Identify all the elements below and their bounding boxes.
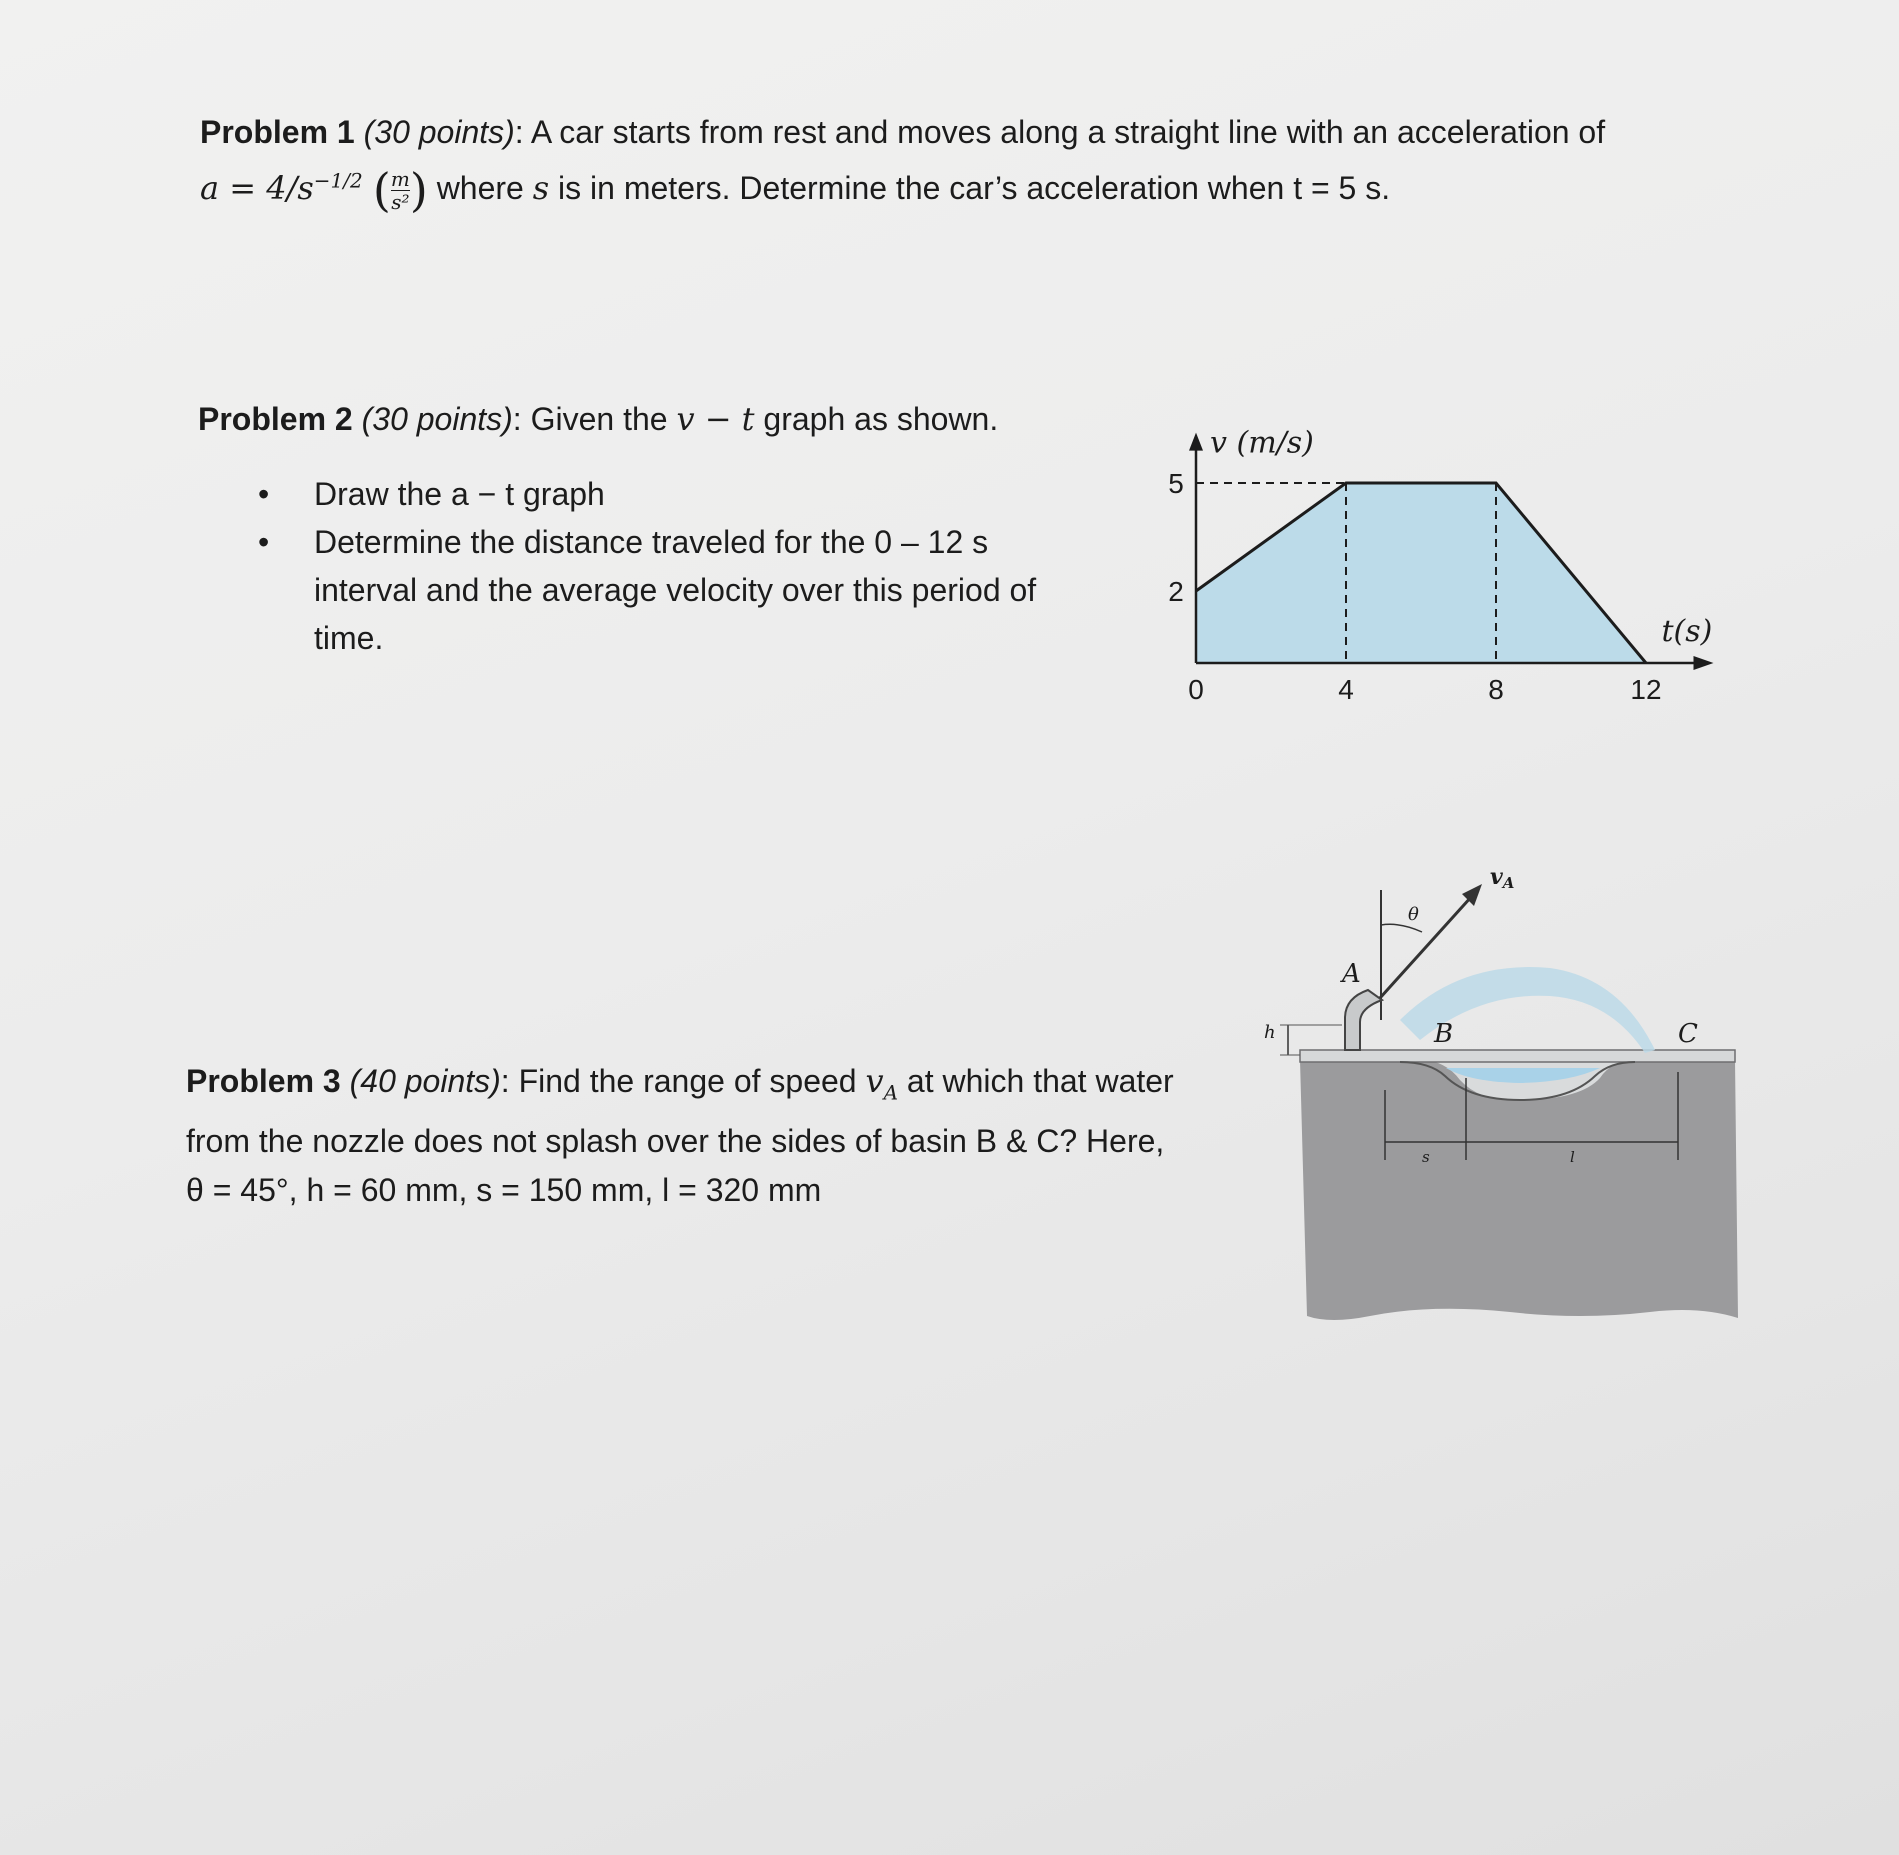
problem-1-text-b: where (436, 170, 524, 206)
problem-2-points: (30 points) (361, 401, 513, 437)
label-A: A (1342, 959, 1361, 989)
unit-fraction (391, 168, 410, 213)
problem-2-text-b: graph as shown. (763, 401, 999, 437)
label-va: vA (1490, 864, 1515, 892)
label-s: s (1422, 1148, 1430, 1166)
problem-2-vt: v − t (676, 400, 755, 438)
vt-graph (1160, 385, 1780, 705)
x-tick-label: 4 (1338, 674, 1354, 705)
theta-arc (1381, 924, 1422, 932)
y-tick-label: 5 (1168, 468, 1184, 499)
problem-3-va (865, 1062, 899, 1105)
velocity-area (1196, 483, 1646, 663)
x-axis-arrow (1694, 656, 1714, 670)
label-h: h (1264, 1022, 1276, 1043)
formula-exponent: −1/2 (313, 168, 363, 193)
problem-1-formula: $a = 4/s^{-1/2}$ ( $\frac{m}{\text{s²}}$ ) (200, 163, 428, 217)
nozzle (1345, 990, 1382, 1050)
x-tick-label: 8 (1488, 674, 1504, 705)
problem-3-label: Problem 3 (186, 1063, 341, 1099)
problem-2-label: Problem 2 (198, 401, 353, 437)
problem-1-text-c: is in meters. Determine the car’s acceleration when t = 5 s. (558, 170, 1391, 206)
label-theta: θ (1408, 904, 1419, 925)
rim (1300, 1050, 1735, 1062)
unit-denominator: s² (391, 190, 410, 214)
problem-3-text-b: at which that water from the nozzle does not splash over the sides of basin B & C? Here, (186, 1063, 1174, 1160)
va-symbol: v (865, 1062, 884, 1100)
label-B: B (1434, 1019, 1454, 1049)
problem-1-label: Problem 1 (200, 114, 355, 150)
problem-1-points: (30 points) (363, 114, 515, 150)
x-axis-label: t(s) (1661, 614, 1713, 649)
va-subscript: A (883, 1080, 899, 1105)
problem-1-text-a: : A car starts from rest and moves along a straight line with an acceleration of (514, 114, 1606, 150)
problem-2-text-a: : Given the (512, 401, 668, 437)
formula-base: a = 4/s (200, 169, 314, 207)
problem-2-bullets (258, 470, 1098, 662)
list-item: • Draw the a − t graph (258, 470, 1098, 518)
list-item: • Determine the distance traveled for the 0 – 12 s interval and the average velocity over this period of time. (258, 518, 1098, 662)
y-tick-label: 2 (1168, 576, 1184, 607)
problem-1-var-s: s (532, 169, 550, 207)
unit-numerator: m (390, 167, 410, 191)
y-axis-arrow (1189, 433, 1203, 451)
problem-2 (198, 395, 1098, 443)
y-axis-label: v (m/s) (1210, 425, 1314, 461)
problem-3-params: θ = 45°, h = 60 mm, s = 150 mm, l = 320 mm (186, 1172, 822, 1209)
problem-1 (200, 108, 1720, 225)
label-l: l (1570, 1148, 1575, 1166)
problem-3-text-a: : Find the range of speed (500, 1063, 857, 1099)
problem-3-points: (40 points) (349, 1063, 501, 1099)
x-tick-label: 12 (1630, 674, 1662, 705)
label-C: C (1678, 1019, 1698, 1049)
problem-3 (186, 1057, 1186, 1215)
x-tick-label: 0 (1188, 674, 1204, 705)
nozzle-basin-figure (1250, 850, 1770, 1330)
